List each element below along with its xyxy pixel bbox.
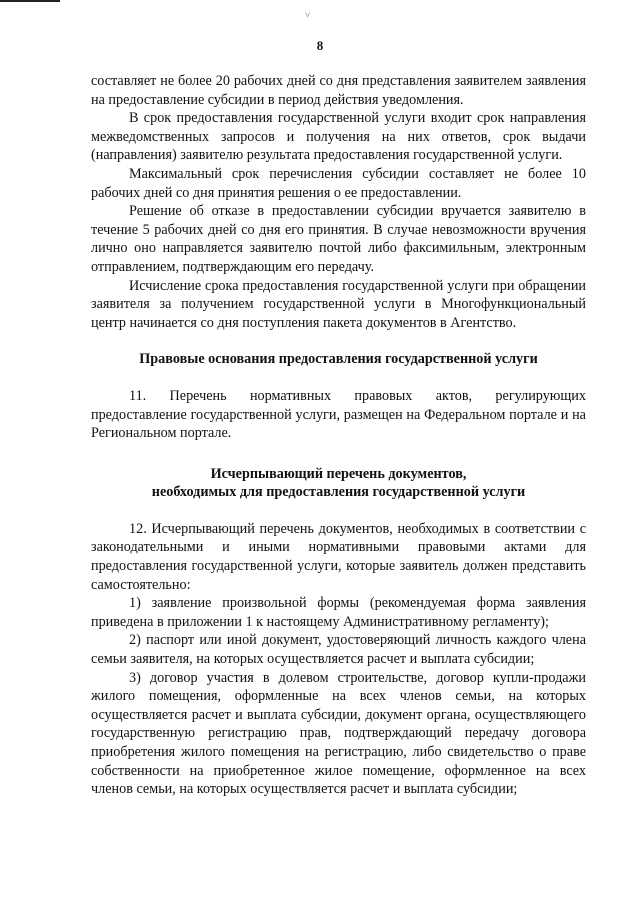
heading-line: Исчерпывающий перечень документов, bbox=[210, 465, 467, 482]
list-item: 1) заявление произвольной формы (рекомендуемая форма заявления приведена в приложении 1 к настоящему Административному регламенту); bbox=[91, 595, 586, 630]
paragraph: В срок предоставления государственной услуги входит срок направления межведомственных запросов и получения на них ответов, срок выдачи (направления) заявителю результата предоставления государственной услуги. bbox=[91, 110, 586, 164]
paragraph: 12. Исчерпывающий перечень документов, необходимых в соответствии с законодательными и иными нормативными правовыми актами для предоставления государственной услуги, которые заявитель должен представить самостоятельно: bbox=[91, 520, 586, 593]
paragraph: Максимальный срок перечисления субсидии составляет не более 10 рабочих дней со дня принятия решения о ее предоставлении. bbox=[91, 165, 586, 201]
paragraph: Решение об отказе в предоставлении субсидии вручается заявителю в течение 5 рабочих дней со дня его принятия. В случае невозможности вручения лично оно направляется заявителю почтой либо факсимильным, электронным отправлением, подтверждающим его передачу. bbox=[91, 203, 586, 275]
section-heading: Правовые основания предоставления государственной услуги bbox=[139, 351, 538, 368]
list-item: 2) паспорт или иной документ, удостоверяющий личность каждого члена семьи заявителя, на которых осуществляется расчет и выплата субсидии; bbox=[91, 632, 586, 668]
paragraph: Исчисление срока предоставления государственной услуги при обращении заявителя за получением государственной услуги в Многофункциональный центр начинается со дня поступления пакета документов в Агентство. bbox=[91, 277, 586, 331]
page-number: 8 bbox=[316, 38, 324, 53]
scan-edge-line bbox=[0, 0, 60, 2]
document-body bbox=[91, 72, 586, 799]
heading-line: необходимых для предоставления государственной услуги bbox=[151, 484, 526, 501]
section-heading bbox=[91, 465, 586, 502]
list-item: 3) договор участия в долевом строительстве, договор купли-продажи жилого помещения, оформленные на всех членов семьи, на которых осуществляется расчет и выплата субсидии, документ органа, осуществляющего государственную регистрацию прав, подтверждающий передачу договора приобретения жилого помещения на регистрацию, либо свидетельство о праве собственности на приобретенное жилое помещение, оформленное на всех членов семьи, на которых осуществляется расчет и выплата субсидии; bbox=[91, 669, 586, 798]
paragraph: составляет не более 20 рабочих дней со дня представления заявителем заявления на предоставление субсидии в период действия уведомления. bbox=[91, 73, 586, 108]
paragraph: 11. Перечень нормативных правовых актов, регулирующих предоставление государственной услуги, размещен на Федеральном портале и на Региональном портале. bbox=[91, 387, 586, 442]
scan-speck: ˅ bbox=[305, 10, 311, 20]
